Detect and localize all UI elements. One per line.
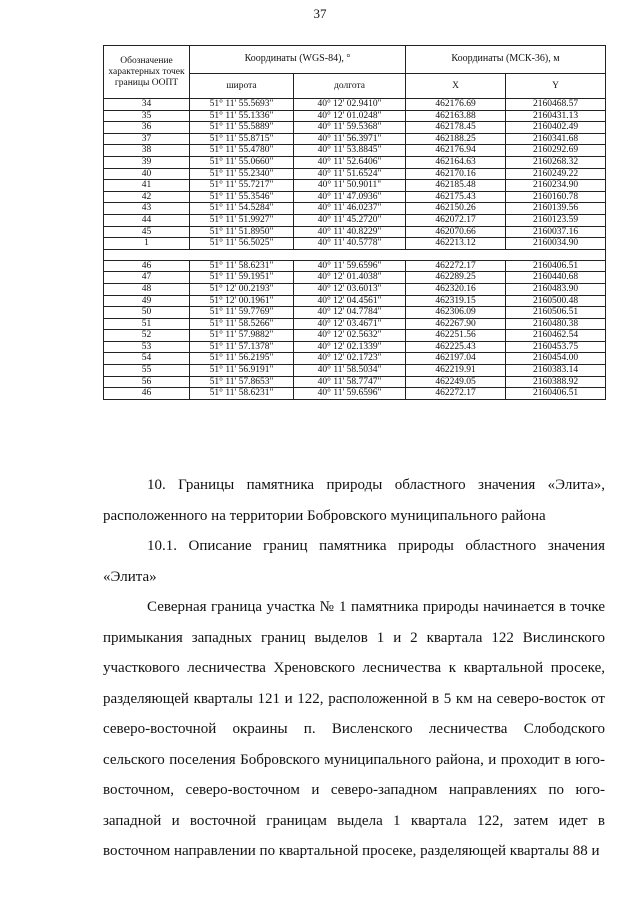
table-row (104, 272, 606, 284)
point-cell: 43 (104, 203, 190, 215)
x-cell: 462150.26 (406, 203, 506, 215)
x-cell: 462249.05 (406, 376, 506, 388)
point-cell: 51 (104, 318, 190, 330)
x-cell: 462225.43 (406, 341, 506, 353)
x-cell: 462197.04 (406, 353, 506, 365)
coordinates-table (103, 45, 606, 400)
point-cell: 36 (104, 122, 190, 134)
x-cell: 462272.17 (406, 388, 506, 400)
table-row (104, 180, 606, 192)
latitude-cell: 51° 11' 55.0660" (190, 156, 294, 168)
y-cell: 2160483.90 (506, 283, 606, 295)
y-cell: 2160454.00 (506, 353, 606, 365)
table-row (104, 156, 606, 168)
table-row (104, 365, 606, 377)
latitude-cell: 51° 11' 54.5284" (190, 203, 294, 215)
y-cell: 2160249.22 (506, 168, 606, 180)
longitude-cell: 40° 11' 58.5034" (294, 365, 406, 377)
point-cell: 56 (104, 376, 190, 388)
x-cell: 462219.91 (406, 365, 506, 377)
header-lon: долгота (294, 74, 406, 99)
y-cell: 2160453.75 (506, 341, 606, 353)
table-body-part1 (104, 99, 606, 250)
x-cell: 462319.15 (406, 295, 506, 307)
latitude-cell: 51° 11' 59.7769" (190, 307, 294, 319)
point-cell: 41 (104, 180, 190, 192)
y-cell: 2160268.32 (506, 156, 606, 168)
y-cell: 2160037.16 (506, 226, 606, 238)
latitude-cell: 51° 11' 55.5889" (190, 122, 294, 134)
y-cell: 2160500.48 (506, 295, 606, 307)
point-cell: 35 (104, 110, 190, 122)
y-cell: 2160123.59 (506, 214, 606, 226)
x-cell: 462306.09 (406, 307, 506, 319)
latitude-cell: 51° 11' 51.8950" (190, 226, 294, 238)
point-cell: 42 (104, 191, 190, 203)
latitude-cell: 51° 12' 00.2193" (190, 283, 294, 295)
y-cell: 2160034.90 (506, 238, 606, 250)
longitude-cell: 40° 11' 53.8845" (294, 145, 406, 157)
point-cell: 54 (104, 353, 190, 365)
header-lat: широта (190, 74, 294, 99)
x-cell: 462272.17 (406, 260, 506, 272)
table-row (104, 145, 606, 157)
latitude-cell: 51° 12' 00.1961" (190, 295, 294, 307)
table-row (104, 133, 606, 145)
longitude-cell: 40° 12' 01.4038" (294, 272, 406, 284)
longitude-cell: 40° 12' 01.0248" (294, 110, 406, 122)
separator-row (104, 249, 606, 260)
longitude-cell: 40° 11' 47.0936" (294, 191, 406, 203)
y-cell: 2160480.38 (506, 318, 606, 330)
table-row (104, 330, 606, 342)
latitude-cell: 51° 11' 56.9191" (190, 365, 294, 377)
longitude-cell: 40° 11' 40.5778" (294, 238, 406, 250)
x-cell: 462176.69 (406, 99, 506, 111)
longitude-cell: 40° 12' 03.6013" (294, 283, 406, 295)
latitude-cell: 51° 11' 57.8653" (190, 376, 294, 388)
latitude-cell: 51° 11' 58.6231" (190, 260, 294, 272)
point-cell: 38 (104, 145, 190, 157)
header-wgs: Координаты (WGS-84), ° (190, 46, 406, 74)
point-cell: 52 (104, 330, 190, 342)
table-row (104, 191, 606, 203)
point-cell: 49 (104, 295, 190, 307)
body-text (103, 470, 605, 867)
x-cell: 462178.45 (406, 122, 506, 134)
point-cell: 45 (104, 226, 190, 238)
y-cell: 2160506.51 (506, 307, 606, 319)
latitude-cell: 51° 11' 56.2195" (190, 353, 294, 365)
table-row (104, 260, 606, 272)
table-row (104, 110, 606, 122)
table-row (104, 238, 606, 250)
longitude-cell: 40° 11' 59.5368" (294, 122, 406, 134)
x-cell: 462072.17 (406, 214, 506, 226)
table-row (104, 295, 606, 307)
table-body-part2 (104, 260, 606, 399)
table-row (104, 376, 606, 388)
x-cell: 462164.63 (406, 156, 506, 168)
longitude-cell: 40° 12' 03.4671" (294, 318, 406, 330)
point-cell: 40 (104, 168, 190, 180)
table-row (104, 341, 606, 353)
y-cell: 2160160.78 (506, 191, 606, 203)
table-row (104, 283, 606, 295)
x-cell: 462188.25 (406, 133, 506, 145)
x-cell: 462289.25 (406, 272, 506, 284)
x-cell: 462163.88 (406, 110, 506, 122)
table-separator (104, 249, 606, 260)
y-cell: 2160383.14 (506, 365, 606, 377)
point-cell: 55 (104, 365, 190, 377)
section-10-1-heading: 10.1. Описание границ памятника природы областного значения «Элита» (103, 538, 605, 585)
point-cell: 46 (104, 388, 190, 400)
x-cell: 462267.90 (406, 318, 506, 330)
header-x: X (406, 74, 506, 99)
table-row (104, 226, 606, 238)
point-cell: 39 (104, 156, 190, 168)
longitude-cell: 40° 11' 52.6406" (294, 156, 406, 168)
x-cell: 462175.43 (406, 191, 506, 203)
table-row (104, 203, 606, 215)
latitude-cell: 51° 11' 55.4780" (190, 145, 294, 157)
separator-cell (104, 249, 606, 260)
table-row (104, 214, 606, 226)
section-10-heading: 10. Границы памятника природы областного значения «Элита», расположенного на территории Бобровского муниципального района (103, 477, 605, 524)
point-cell: 50 (104, 307, 190, 319)
point-cell: 53 (104, 341, 190, 353)
y-cell: 2160234.90 (506, 180, 606, 192)
latitude-cell: 51° 11' 56.5025" (190, 238, 294, 250)
latitude-cell: 51° 11' 55.1336" (190, 110, 294, 122)
y-cell: 2160462.54 (506, 330, 606, 342)
longitude-cell: 40° 11' 51.6524" (294, 168, 406, 180)
y-cell: 2160406.51 (506, 388, 606, 400)
table-row (104, 318, 606, 330)
longitude-cell: 40° 12' 02.1723" (294, 353, 406, 365)
x-cell: 462176.94 (406, 145, 506, 157)
table-row (104, 99, 606, 111)
longitude-cell: 40° 11' 50.9011" (294, 180, 406, 192)
latitude-cell: 51° 11' 51.9927" (190, 214, 294, 226)
longitude-cell: 40° 12' 04.7784" (294, 307, 406, 319)
header-msk: Координаты (МСК-36), м (406, 46, 606, 74)
x-cell: 462070.66 (406, 226, 506, 238)
page-number: 37 (313, 6, 327, 21)
longitude-cell: 40° 12' 02.1339" (294, 341, 406, 353)
longitude-cell: 40° 11' 56.3971" (294, 133, 406, 145)
x-cell: 462170.16 (406, 168, 506, 180)
longitude-cell: 40° 12' 02.5632" (294, 330, 406, 342)
y-cell: 2160402.49 (506, 122, 606, 134)
latitude-cell: 51° 11' 58.5266" (190, 318, 294, 330)
table-row (104, 168, 606, 180)
latitude-cell: 51° 11' 59.1951" (190, 272, 294, 284)
longitude-cell: 40° 11' 58.7747" (294, 376, 406, 388)
latitude-cell: 51° 11' 55.7217" (190, 180, 294, 192)
latitude-cell: 51° 11' 55.5693" (190, 99, 294, 111)
latitude-cell: 51° 11' 57.1378" (190, 341, 294, 353)
longitude-cell: 40° 11' 45.2720" (294, 214, 406, 226)
longitude-cell: 40° 12' 02.9410" (294, 99, 406, 111)
x-cell: 462320.16 (406, 283, 506, 295)
longitude-cell: 40° 11' 46.0237" (294, 203, 406, 215)
latitude-cell: 51° 11' 55.8715" (190, 133, 294, 145)
y-cell: 2160406.51 (506, 260, 606, 272)
point-cell: 34 (104, 99, 190, 111)
latitude-cell: 51° 11' 58.6231" (190, 388, 294, 400)
boundary-description: Северная граница участка № 1 памятника природы начинается в точке примыкания западных границ выделов 1 и 2 квартала 122 Вислинского участкового лесничества Хреновского лесничества к квартальной просеке, разделяющей кварталы 121 и 122, расположенной в 5 км на северо-восток от северо-восточной окраины п. Висленского лесничества Слободского сельского поселения Бобровского муниципального района, и проходит в юго-восточном, северо-восточном и северо-западном направлениях по юго-западной и восточной границам выдела 1 квартала 122, затем идет в восточном направлении по квартальной просеке, разделяющей кварталы 88 и (103, 599, 605, 859)
y-cell: 2160139.56 (506, 203, 606, 215)
y-cell: 2160440.68 (506, 272, 606, 284)
y-cell: 2160292.69 (506, 145, 606, 157)
point-cell: 48 (104, 283, 190, 295)
table-row (104, 388, 606, 400)
latitude-cell: 51° 11' 57.9882" (190, 330, 294, 342)
y-cell: 2160431.13 (506, 110, 606, 122)
table-row (104, 307, 606, 319)
point-cell: 44 (104, 214, 190, 226)
x-cell: 462213.12 (406, 238, 506, 250)
longitude-cell: 40° 12' 04.4561" (294, 295, 406, 307)
point-cell: 37 (104, 133, 190, 145)
y-cell: 2160388.92 (506, 376, 606, 388)
header-point: Обозначение характерных точек границы ООПТ (104, 46, 190, 99)
point-cell: 1 (104, 238, 190, 250)
table-row (104, 353, 606, 365)
latitude-cell: 51° 11' 55.2340" (190, 168, 294, 180)
y-cell: 2160468.57 (506, 99, 606, 111)
latitude-cell: 51° 11' 55.3546" (190, 191, 294, 203)
point-cell: 46 (104, 260, 190, 272)
header-y: Y (506, 74, 606, 99)
longitude-cell: 40° 11' 40.8229" (294, 226, 406, 238)
x-cell: 462185.48 (406, 180, 506, 192)
y-cell: 2160341.68 (506, 133, 606, 145)
point-cell: 47 (104, 272, 190, 284)
longitude-cell: 40° 11' 59.6596" (294, 260, 406, 272)
longitude-cell: 40° 11' 59.6596" (294, 388, 406, 400)
x-cell: 462251.56 (406, 330, 506, 342)
table-row (104, 122, 606, 134)
